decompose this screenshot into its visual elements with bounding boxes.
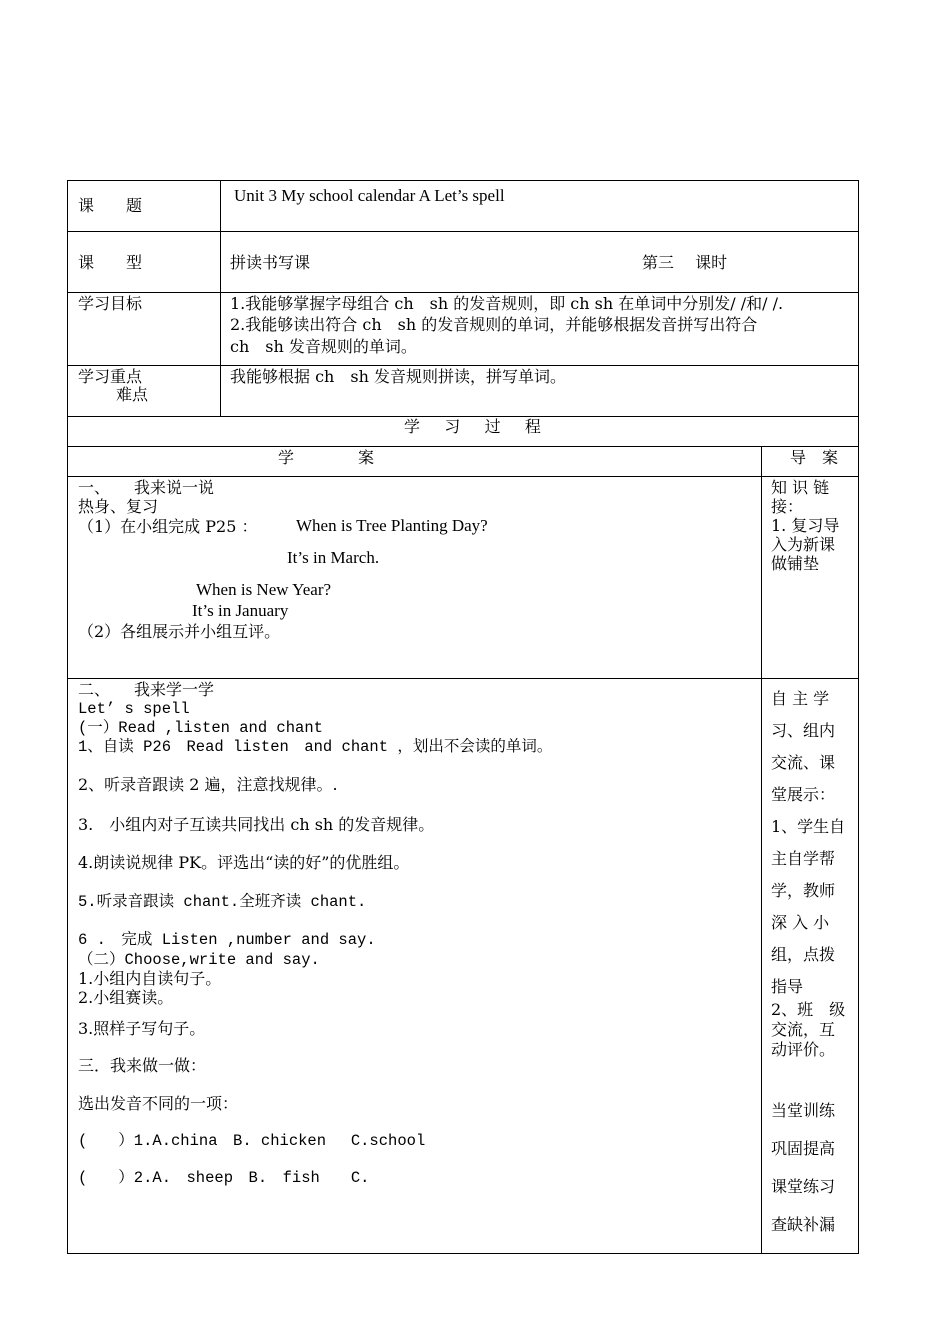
- section2-guide-2: 习、组内: [771, 721, 836, 740]
- section2-choose-3: 3.照样子写句子。: [78, 1019, 206, 1038]
- table-border-left: [67, 180, 68, 1254]
- goals-line-1: 1.我能够掌握字母组合 ch sh 的发音规则，即 ch sh 在单词中分别发/ /和/ /.: [230, 294, 784, 313]
- section2-guide-16: 课堂练习: [771, 1177, 836, 1196]
- section2-guide-10: 指导: [771, 977, 804, 996]
- type-value: 拼读书写课: [230, 253, 311, 272]
- guide-column-divider: [761, 446, 762, 1254]
- section2-guide-11: 2、班 级: [771, 1000, 846, 1019]
- section2-choose-2: 2.小组赛读。: [78, 988, 174, 1007]
- row-divider-1: [67, 231, 859, 232]
- exercise-1: ( ）1.A.china B. chicken C.school: [78, 1132, 426, 1150]
- goals-line-3: ch sh 发音规则的单词。: [230, 337, 417, 356]
- topic-label: 课 题: [78, 196, 143, 215]
- key-label-line-2: 难点: [116, 385, 149, 404]
- section2-step-4: 4.朗读说规律 PK。评选出“读的好”的优胜组。: [78, 853, 410, 872]
- section2-guide-7: 学，教师: [771, 881, 836, 900]
- exercise-2: ( ）2.A. sheep B. fish C.: [78, 1169, 370, 1187]
- section2-guide-6: 主自学帮: [771, 849, 836, 868]
- table-border-right: [858, 180, 859, 1254]
- section2-guide-3: 交流、课: [771, 753, 836, 772]
- section2-guide-15: 巩固提高: [771, 1139, 836, 1158]
- section2-step-2: 2、听录音跟读 2 遍，注意找规律。.: [78, 775, 338, 794]
- section1-guide-1: 知 识 链: [771, 478, 830, 497]
- row-divider-5: [67, 446, 859, 447]
- section2-heading: 二、 我来学一学: [78, 680, 215, 699]
- topic-value: Unit 3 My school calendar A Let’s spell: [234, 186, 505, 205]
- section1-item1-prefix: （1）在小组完成 P25 ：: [78, 517, 258, 536]
- section1-guide-5: 做铺垫: [771, 554, 820, 573]
- row-divider-2: [67, 292, 859, 293]
- section2-step-6: 6 . 完成 Listen ,number and say.: [78, 931, 376, 949]
- row-divider-6: [67, 476, 859, 477]
- section2-step-5: 5.听录音跟读 chant.全班齐读 chant.: [78, 893, 367, 911]
- section1-question-2: When is New Year?: [196, 580, 332, 599]
- section1-question-1: When is Tree Planting Day?: [296, 516, 488, 535]
- table-border-bottom: [67, 1253, 859, 1254]
- section1-guide-2: 接：: [771, 497, 804, 516]
- section2-guide-1: 自 主 学: [771, 689, 830, 708]
- table-border-top: [67, 180, 859, 181]
- process-title: 学 习 过 程: [404, 417, 551, 436]
- key-label-line-1: 学习重点: [78, 367, 143, 386]
- exercise-title: 选出发音不同的一项：: [78, 1094, 239, 1113]
- guide-column-header: 导 案: [790, 448, 839, 467]
- section2-part2: （二）Choose,write and say.: [78, 951, 320, 969]
- goals-line-2: 2.我能够读出符合 ch sh 的发音规则的单词，并能够根据发音拼写出符合: [230, 315, 758, 334]
- section1-answer-1: It’s in March.: [287, 548, 380, 567]
- section1-item2: （2）各组展示并小组互评。: [78, 622, 281, 641]
- goals-label: 学习目标: [78, 294, 143, 313]
- key-value: 我能够根据 ch sh 发音规则拼读，拼写单词。: [230, 367, 566, 386]
- plan-column-header: 学 案: [278, 448, 375, 467]
- section2-part1: (一）Read ,listen and chant: [78, 719, 323, 737]
- section1-heading: 一、 我来说一说: [78, 478, 215, 497]
- section2-guide-5: 1、学生自: [771, 817, 846, 836]
- section2-guide-8: 深 入 小: [771, 913, 830, 932]
- label-column-divider: [220, 180, 221, 416]
- section2-choose-1: 1.小组内自读句子。: [78, 969, 222, 988]
- row-divider-7: [67, 678, 859, 679]
- section1-guide-3: 1. 复习导: [771, 516, 840, 535]
- section2-guide-14: 当堂训练: [771, 1101, 836, 1120]
- section1-answer-2: It’s in January: [192, 601, 289, 620]
- period-value: 第三 课时: [642, 253, 728, 272]
- section2-lets-spell: Let’ s spell: [78, 700, 190, 718]
- section2-guide-4: 堂展示：: [771, 785, 836, 804]
- section2-guide-13: 动评价。: [771, 1040, 836, 1059]
- section2-guide-17: 查缺补漏: [771, 1215, 836, 1234]
- section2-guide-9: 组，点拨: [771, 945, 836, 964]
- section3-heading: 三．我来做一做：: [78, 1056, 207, 1075]
- type-label: 课 型: [78, 253, 143, 272]
- section1-sub: 热身、复习: [78, 497, 159, 516]
- section2-step-1: 1、自读 P26 Read listen and chant ，划出不会读的单词。: [78, 738, 553, 756]
- section2-step-3: 3. 小组内对子互读共同找出 ch sh 的发音规律。: [78, 815, 435, 834]
- section2-guide-12: 交流，互: [771, 1020, 836, 1039]
- row-divider-3: [67, 365, 859, 366]
- section1-guide-4: 入为新课: [771, 535, 836, 554]
